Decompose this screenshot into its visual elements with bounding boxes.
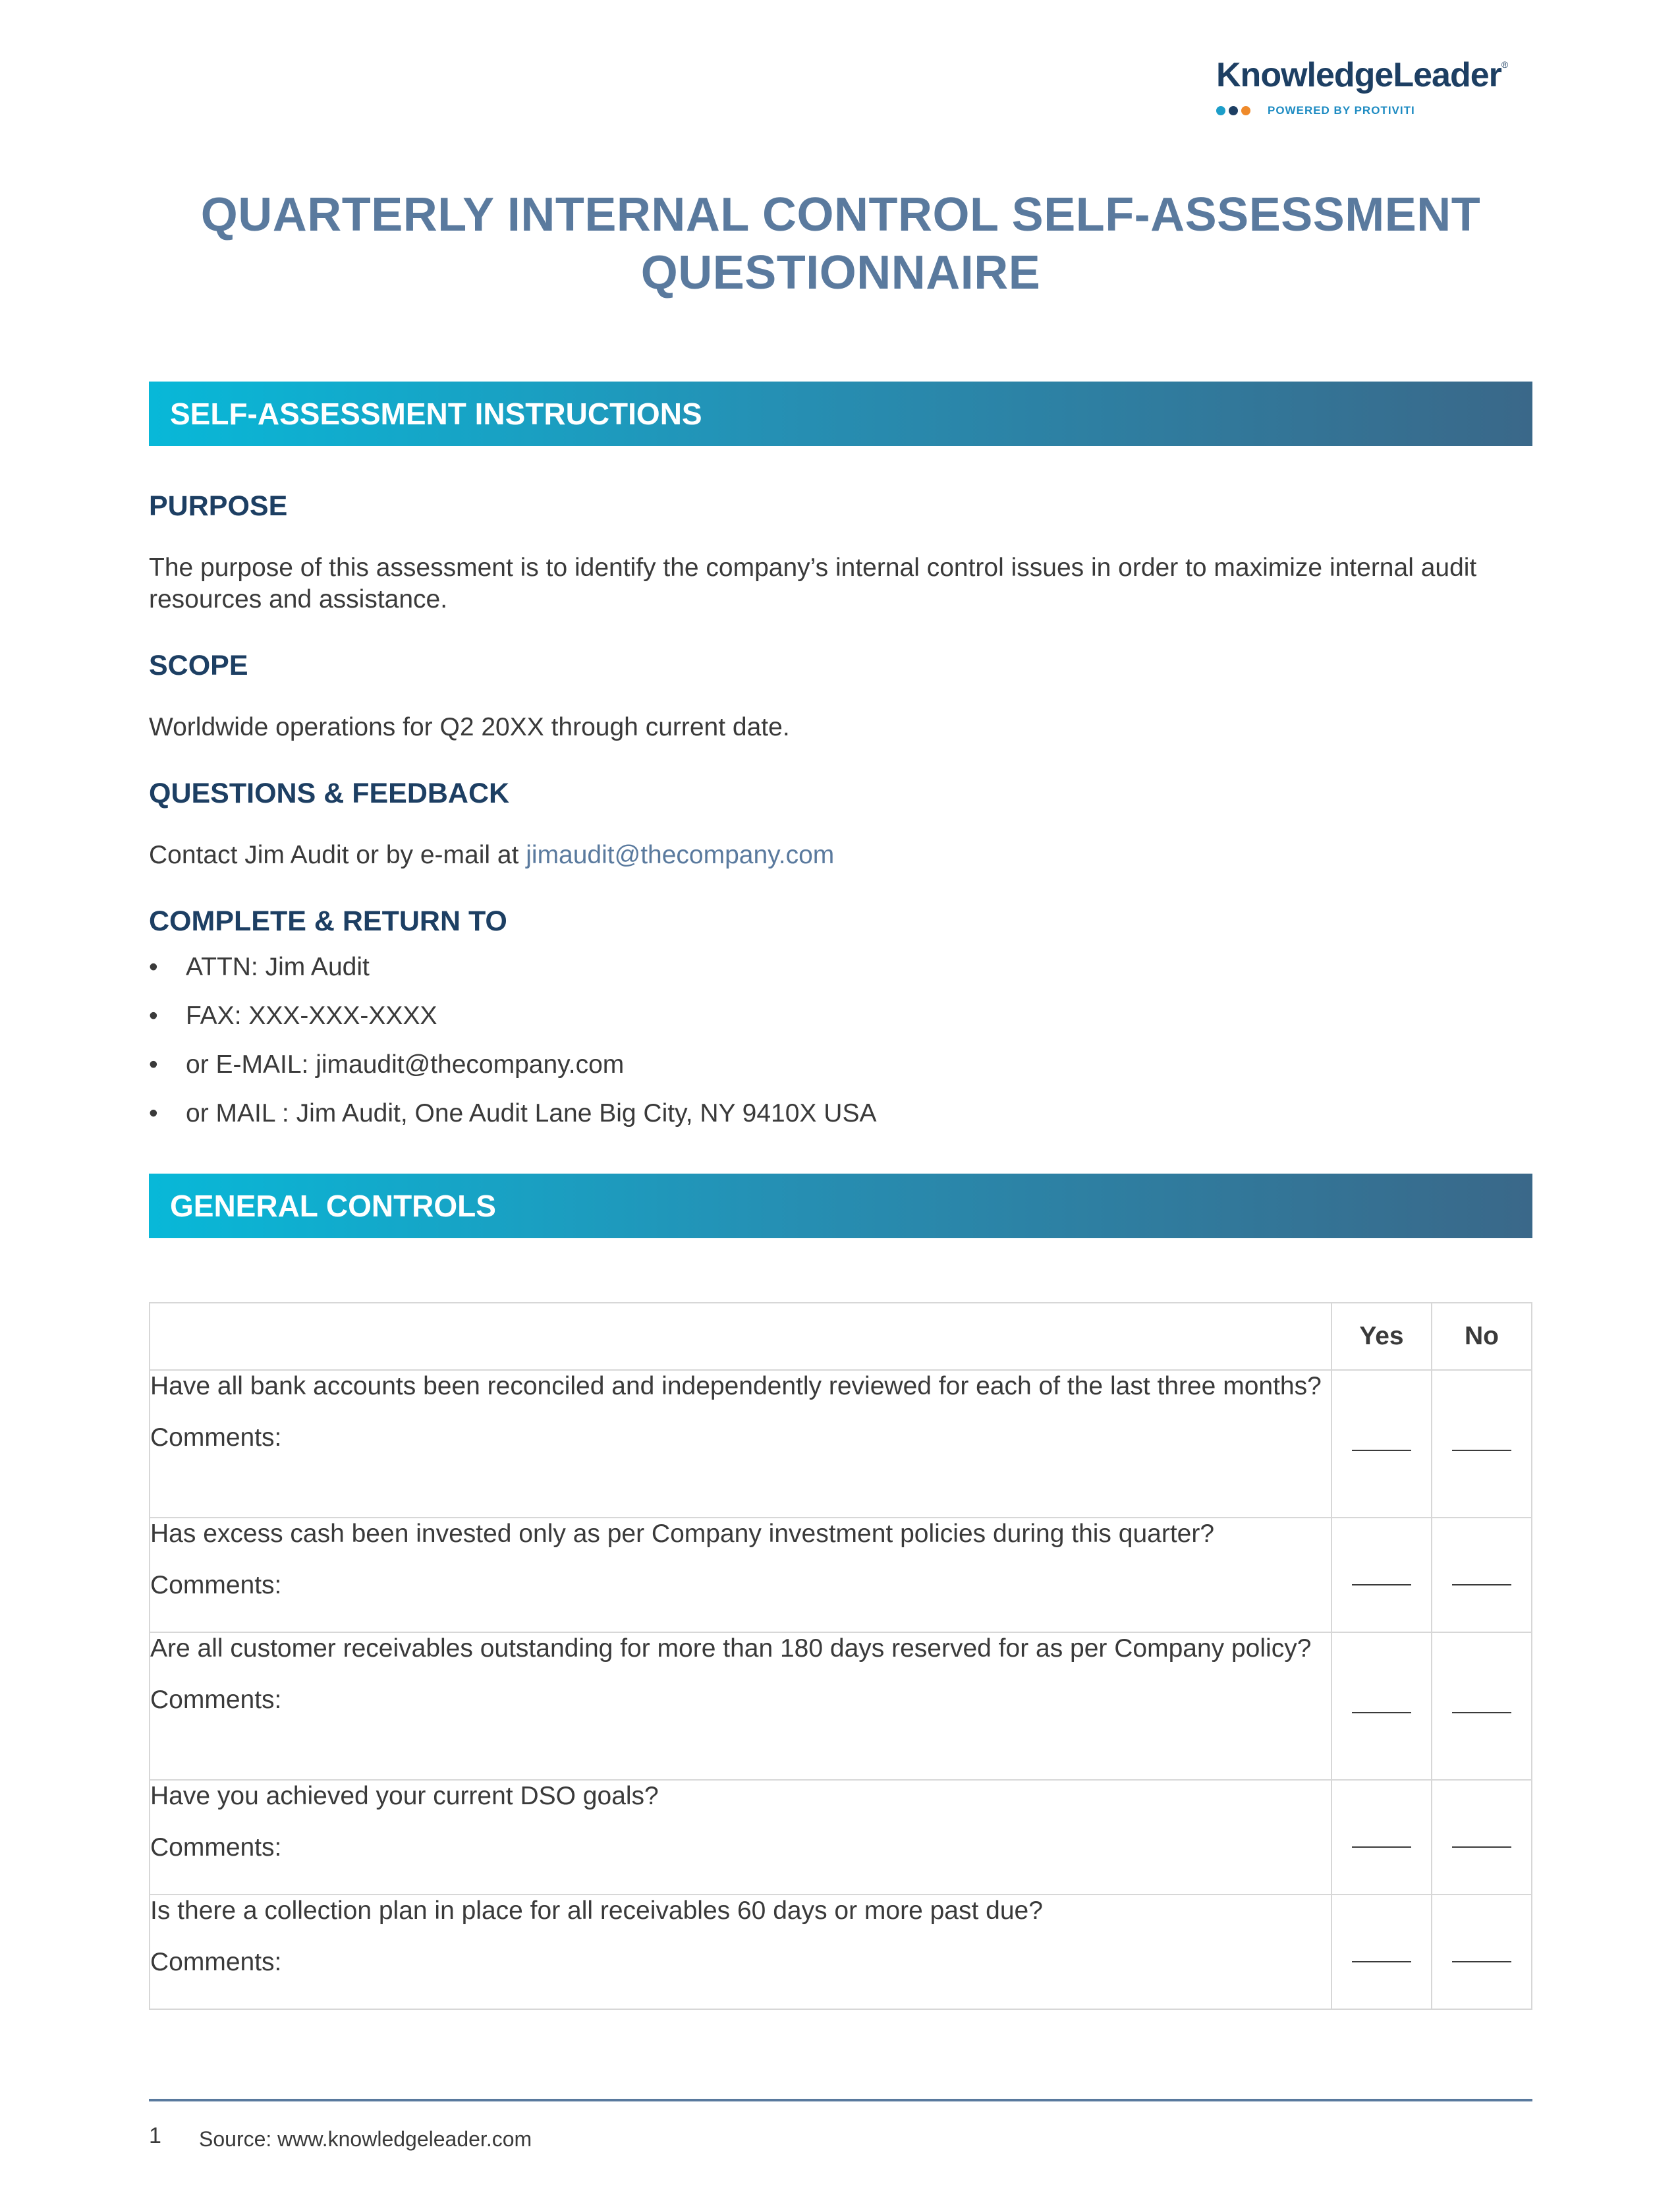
return-to-list <box>149 953 876 1148</box>
yes-answer-blank[interactable] <box>1331 1370 1432 1518</box>
comments-label: Comments: <box>150 1571 282 1599</box>
no-answer-blank[interactable] <box>1432 1780 1532 1895</box>
question-text: Has excess cash been invested only as per Company investment policies during this quarter? <box>150 1520 1215 1548</box>
comments-label: Comments: <box>150 1833 282 1862</box>
scope-heading: SCOPE <box>149 650 248 681</box>
list-item: • ATTN: Jim Audit <box>149 953 370 981</box>
scope-text: Worldwide operations for Q2 20XX through current date. <box>149 713 790 741</box>
footer-source: Source: www.knowledgeleader.com <box>199 2127 532 2151</box>
table-row <box>150 1632 1532 1780</box>
table-header-row <box>150 1303 1532 1370</box>
logo-wordmark: KnowledgeLeader® <box>1216 56 1508 94</box>
general-controls-table <box>149 1302 1532 2010</box>
no-answer-blank[interactable] <box>1432 1518 1532 1632</box>
no-answer-blank[interactable] <box>1432 1632 1532 1780</box>
knowledgeleader-logo <box>1216 55 1546 117</box>
questions-feedback-heading: QUESTIONS & FEEDBACK <box>149 778 510 809</box>
list-item: • or MAIL : Jim Audit, One Audit Lane Big City, NY 9410X USA <box>149 1099 877 1127</box>
complete-return-heading: COMPLETE & RETURN TO <box>149 905 507 937</box>
table-row <box>150 1895 1532 2009</box>
section-header-general-controls: GENERAL CONTROLS <box>149 1174 1532 1238</box>
question-text: Have you achieved your current DSO goals? <box>150 1782 659 1810</box>
no-answer-blank[interactable] <box>1432 1895 1532 2009</box>
yes-answer-blank[interactable] <box>1331 1895 1432 2009</box>
yes-answer-blank[interactable] <box>1331 1780 1432 1895</box>
purpose-text: The purpose of this assessment is to identify the company’s internal control issues in order to maximize internal audit resources and assistance. <box>149 554 1477 613</box>
logo-dots-icon <box>1216 106 1250 115</box>
column-header-yes: Yes <box>1331 1303 1432 1370</box>
table-row <box>150 1518 1532 1632</box>
footer-divider <box>149 2099 1532 2101</box>
question-text: Have all bank accounts been reconciled and independently reviewed for each of the last three months? <box>150 1372 1322 1400</box>
yes-answer-blank[interactable] <box>1331 1518 1432 1632</box>
comments-label: Comments: <box>150 1423 282 1452</box>
list-item: • or E-MAIL: jimaudit@thecompany.com <box>149 1050 625 1079</box>
purpose-heading: PURPOSE <box>149 490 288 522</box>
page-number: 1 <box>149 2123 161 2148</box>
contact-email-link[interactable]: jimaudit@thecompany.com <box>526 841 835 869</box>
no-answer-blank[interactable] <box>1432 1370 1532 1518</box>
page-title: QUARTERLY INTERNAL CONTROL SELF-ASSESSMENT QUESTIONNAIRE <box>200 188 1481 299</box>
yes-answer-blank[interactable] <box>1331 1632 1432 1780</box>
logo-powered-by: POWERED BY PROTIVITI <box>1268 104 1415 117</box>
comments-label: Comments: <box>150 1686 282 1714</box>
question-text: Is there a collection plan in place for all receivables 60 days or more past due? <box>150 1897 1043 1925</box>
table-row <box>150 1370 1532 1518</box>
questions-feedback-text: Contact Jim Audit or by e-mail at jimaudit@thecompany.com <box>149 841 835 869</box>
section-header-instructions: SELF-ASSESSMENT INSTRUCTIONS <box>149 382 1532 446</box>
list-item: • FAX: XXX-XXX-XXXX <box>149 1002 437 1030</box>
table-row <box>150 1780 1532 1895</box>
comments-label: Comments: <box>150 1948 282 1976</box>
question-text: Are all customer receivables outstanding for more than 180 days reserved for as per Company policy? <box>150 1634 1312 1663</box>
column-header-no: No <box>1432 1303 1532 1370</box>
